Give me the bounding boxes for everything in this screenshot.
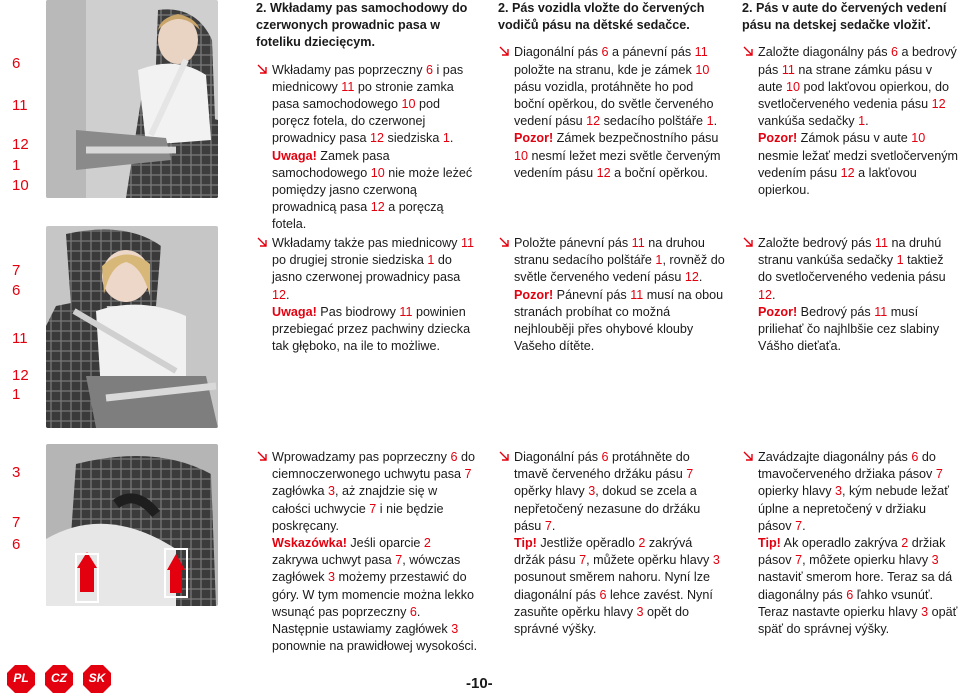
text: , môžete opierku hlavy	[802, 553, 932, 568]
ref-number: 6	[599, 587, 607, 602]
text: posunout směrem nahoru. Nyní lze diagonální pás	[514, 570, 711, 602]
down-right-arrow-icon	[498, 236, 511, 249]
tip-label: Wskazówka!	[272, 536, 347, 551]
ref-number: 2	[901, 536, 909, 551]
ref-number: 12	[370, 200, 385, 215]
text: po drugiej stronie siedziska	[272, 253, 428, 268]
ref-number: 6	[891, 45, 899, 60]
text: Položte pánevní pás	[514, 236, 632, 250]
ref-number: 6	[846, 587, 854, 602]
text: do tmavočerveného držiaka pásov	[758, 450, 936, 482]
text: Wkładamy także pas miednicowy	[272, 236, 461, 250]
callout-3: 3	[12, 464, 21, 481]
text: vankúša sedačky	[758, 114, 859, 129]
photo-headrest-belt-guide	[46, 444, 218, 606]
ref-number: 11	[874, 236, 888, 250]
row3-text-sk	[742, 449, 960, 638]
text: a pánevní pás	[608, 45, 695, 60]
ref-number: 3	[328, 570, 336, 585]
text: Pas biodrowy	[316, 304, 400, 319]
ref-number: 6	[450, 450, 458, 464]
callout-11: 11	[12, 330, 28, 347]
text: opäť späť do správnej výšky.	[758, 604, 958, 637]
callout-11: 11	[12, 97, 28, 114]
ref-number: 6	[426, 62, 434, 77]
ref-number: 11	[631, 236, 645, 250]
tip-label: Tip!	[758, 536, 781, 551]
ref-number: 1	[442, 131, 450, 146]
text: ľahko vsunúť. Teraz nastavte opierku hlavy	[758, 587, 934, 619]
flag-cz-label: CZ	[51, 671, 67, 685]
flag-cz	[44, 664, 74, 694]
heading-sk: 2. Pás v aute do červených vedení pásu na detskej sedačke vložiť.	[742, 1, 947, 33]
text: , můžete opěrku hlavy	[586, 553, 713, 568]
text: Zámok pásu v aute	[797, 131, 912, 146]
text: na druhú stranu vankúša sedačky	[758, 236, 942, 268]
row2-text-sk	[742, 235, 960, 355]
ref-number: 12	[840, 165, 855, 180]
text: opět do správné výšky.	[514, 604, 690, 637]
ref-number: 1	[706, 114, 714, 129]
tip-label: Tip!	[514, 536, 537, 551]
ref-number: 7	[686, 467, 694, 482]
ref-number: 10	[695, 62, 710, 77]
callout-1: 1	[12, 386, 21, 403]
text: do jasno czerwonej prowadnicy pasa	[272, 253, 461, 285]
text: a poręczą fotela.	[272, 200, 444, 232]
paragraph-sk	[742, 449, 960, 638]
ref-number: 3	[636, 604, 644, 619]
ref-number: 12	[684, 270, 699, 285]
paragraph-pl	[256, 235, 478, 355]
ref-number: 7	[935, 467, 943, 482]
text: Zavádzajte diagonálny pás	[758, 450, 912, 464]
ref-number: 11	[399, 304, 413, 319]
ref-number: 10	[514, 148, 529, 163]
ref-number: 12	[596, 165, 611, 180]
down-right-arrow-icon	[256, 236, 269, 249]
warning-label: Pozor!	[514, 287, 554, 302]
text: taktiež do svetločerveného vedenia pásu	[758, 253, 946, 285]
text: sedacího polštáře	[600, 114, 707, 129]
text: do ciemnoczerwonego uchwytu pasa	[272, 450, 476, 482]
paragraph-sk	[742, 44, 960, 199]
ref-number: 11	[781, 62, 795, 77]
text: pod poręcz fotela, do czerwonej prowadnicy pasa	[272, 97, 441, 146]
callout-6: 6	[12, 536, 21, 553]
text: nesmie ležať medzi svetločerveným vedením pásu	[758, 148, 958, 180]
callout-1: 1	[12, 157, 21, 174]
paragraph-pl	[256, 62, 478, 234]
text: a boční opěrkou.	[610, 165, 708, 180]
text: Založte bedrový pás	[758, 236, 875, 250]
ref-number: 12	[370, 131, 385, 146]
ref-number: 6	[601, 450, 609, 464]
text: pod lakťovou opierkou, do svetločerveného vedenia pásu	[758, 79, 949, 112]
text: i pas miednicowy	[272, 62, 464, 94]
text: , wówczas zagłówek	[272, 553, 461, 585]
ref-number: 11	[694, 45, 708, 60]
row3-text-cz	[498, 449, 726, 638]
text: .	[551, 518, 556, 533]
text: .	[772, 287, 776, 302]
text: Zamek pasa samochodowego	[272, 148, 390, 180]
ref-number: 12	[931, 97, 946, 112]
text: protáhněte do tmavě červeného držáku pásu	[514, 450, 690, 482]
text: Jestliže opěradlo	[536, 536, 639, 551]
warning-label: Uwaga!	[272, 304, 317, 319]
ref-number: 1	[896, 253, 904, 268]
text: i nie będzie poskręcany.	[272, 501, 444, 533]
text: a lakťovou opierkou.	[758, 165, 917, 198]
text: .	[802, 518, 806, 533]
ref-number: 7	[464, 467, 472, 482]
callout-7: 7	[12, 514, 21, 531]
ref-number: 7	[395, 553, 403, 568]
paragraph-sk	[742, 235, 960, 355]
ref-number: 7	[369, 501, 377, 516]
text: .	[698, 270, 703, 285]
ref-number: 11	[460, 236, 475, 250]
paragraph-pl	[256, 449, 478, 655]
text: opierky hlavy	[758, 484, 835, 499]
text: nie może leżeć pomiędzy jasno czerwoną prowadnicą pasa	[272, 165, 473, 215]
ref-number: 1	[655, 253, 663, 268]
warning-label: Pozor!	[514, 131, 554, 146]
ref-number: 11	[874, 304, 888, 319]
text: .	[865, 114, 869, 129]
paragraph-cz	[498, 449, 726, 638]
ref-number: 7	[795, 518, 803, 533]
ref-number: 11	[630, 287, 644, 302]
ref-number: 3	[931, 553, 939, 568]
down-right-arrow-icon	[498, 450, 511, 463]
ref-number: 1	[858, 114, 866, 129]
ref-number: 10	[401, 97, 416, 112]
ref-number: 10	[911, 131, 926, 146]
text: po stronie zamka pasa samochodowego	[272, 79, 454, 112]
text: .	[286, 287, 290, 302]
ref-number: 1	[427, 253, 435, 268]
ref-number: 3	[712, 553, 720, 568]
ref-number: 7	[795, 553, 803, 568]
ref-number: 2	[638, 536, 646, 551]
text: zagłówka	[272, 484, 329, 499]
warning-label: Uwaga!	[272, 148, 317, 163]
ref-number: 3	[588, 484, 596, 499]
ref-number: 7	[579, 553, 587, 568]
text: . Następnie ustawiamy zagłówek	[272, 604, 452, 637]
text: możemy przestawić do góry. W tym momencie można lekko wsunąć pas poprzeczny	[272, 570, 475, 619]
text: Pánevní pás	[553, 287, 631, 302]
down-right-arrow-icon	[742, 45, 755, 58]
text: musí na obou stranách probíhat co možná nejhlouběji přes ohybové klouby Vašeho dítěte.	[514, 287, 724, 354]
ref-number: 3	[921, 604, 929, 619]
text: Diagonální pás	[514, 450, 602, 464]
callout-6: 6	[12, 282, 21, 299]
heading-pl: 2. Wkładamy pas samochodowy do czerwonych prowadnic pasa w foteliku dziecięcym.	[256, 1, 468, 50]
paragraph-cz	[498, 235, 726, 355]
ref-number: 6	[601, 45, 609, 60]
warning-label: Pozor!	[758, 131, 798, 146]
text: Wkładamy pas poprzeczny	[272, 62, 426, 77]
row2-text-cz	[498, 235, 726, 355]
ref-number: 12	[272, 287, 287, 302]
text: powinien przebiegać przez pachwiny dziecka tak głęboko, na ile to możliwe.	[272, 304, 471, 354]
callout-12: 12	[12, 367, 29, 384]
row2-text-pl	[256, 235, 478, 355]
callout-7: 7	[12, 262, 21, 279]
text: , kým nebude ležať úplne a nepretočený v držiaku pásov	[758, 484, 949, 533]
text: opěrky hlavy	[514, 484, 589, 499]
text: Wprowadzamy pas poprzeczny	[272, 450, 451, 464]
ref-number: 7	[544, 518, 552, 533]
photo-child-seat-lap-belt	[46, 0, 218, 198]
ref-number: 3	[451, 622, 459, 637]
ref-number: 3	[835, 484, 843, 499]
text: zakrywa uchwyt pasa	[272, 553, 396, 568]
callout-10: 10	[12, 177, 29, 194]
text: musí priliehať čo najhlbšie cez slabiny Vášho dieťaťa.	[758, 304, 940, 354]
text: .	[713, 114, 718, 129]
ref-number: 12	[758, 287, 773, 302]
callout-6: 6	[12, 55, 21, 72]
down-right-arrow-icon	[498, 45, 511, 58]
ref-number: 12	[586, 114, 601, 129]
text: siedziska	[384, 131, 443, 146]
text: pásu vozidla, protáhněte ho pod boční opěrkou, do světle červeného vedení pásu	[514, 79, 714, 129]
text: nesmí ležet mezi světle červeným vedením pásu	[514, 148, 721, 180]
warning-label: Pozor!	[758, 304, 798, 319]
text: lehce zavést. Nyní zasuňte opěrku hlavy	[514, 587, 713, 619]
down-right-arrow-icon	[742, 236, 755, 249]
text: Ak operadlo zakrýva	[780, 536, 902, 551]
text: , aż znajdzie się w całości uchwycie	[272, 484, 438, 516]
text: Bedrový pás	[797, 304, 875, 319]
text: Založte diagonálny pás	[758, 45, 892, 60]
ref-number: 3	[328, 484, 336, 499]
text: Diagonální pás	[514, 45, 602, 60]
flag-pl	[6, 664, 36, 694]
row1-text-pl	[256, 0, 478, 234]
row1-text-cz	[498, 0, 726, 182]
page-number: -10-	[466, 675, 493, 692]
row1-text-sk	[742, 0, 960, 199]
text: položte na stranu, kde je zámek	[514, 62, 696, 77]
text: Zámek bezpečnostního pásu	[553, 131, 719, 146]
ref-number: 10	[786, 79, 801, 94]
down-right-arrow-icon	[256, 63, 269, 76]
flag-sk	[82, 664, 112, 694]
heading-cz: 2. Pás vozidla vložte do červených vodičů pásu na dětské sedačce.	[498, 1, 705, 33]
down-right-arrow-icon	[742, 450, 755, 463]
ref-number: 10	[370, 165, 385, 180]
text: držiak pásov	[758, 536, 946, 568]
text: na strane zámku pásu v aute	[758, 62, 933, 94]
text: Jeśli oparcie	[346, 536, 424, 551]
callout-12: 12	[12, 136, 29, 153]
flag-pl-label: PL	[13, 671, 29, 685]
down-right-arrow-icon	[256, 450, 269, 463]
ref-number: 6	[409, 604, 417, 619]
photo-child-seat-hip-belt	[46, 226, 218, 428]
text: .	[449, 131, 454, 146]
flag-sk-label: SK	[88, 671, 106, 685]
ref-number: 6	[911, 450, 919, 464]
text: nastaviť smerom hore. Teraz sa dá diagonálny pás	[758, 570, 953, 602]
text: a bedrový pás	[758, 45, 957, 77]
text: ponownie na prawidłowej wysokości.	[272, 639, 478, 654]
text: , rovněž do světle červeného vedení pásu	[514, 253, 725, 285]
paragraph-cz	[498, 44, 726, 182]
text: , dokud se zcela a nepřetočený nezasune do držáku pásu	[514, 484, 701, 533]
text: na druhou stranu sedacího polštáře	[514, 236, 705, 268]
row3-text-pl	[256, 449, 478, 655]
ref-number: 11	[341, 79, 355, 94]
ref-number: 2	[423, 536, 431, 551]
text: zakrývá držák pásu	[514, 536, 693, 568]
